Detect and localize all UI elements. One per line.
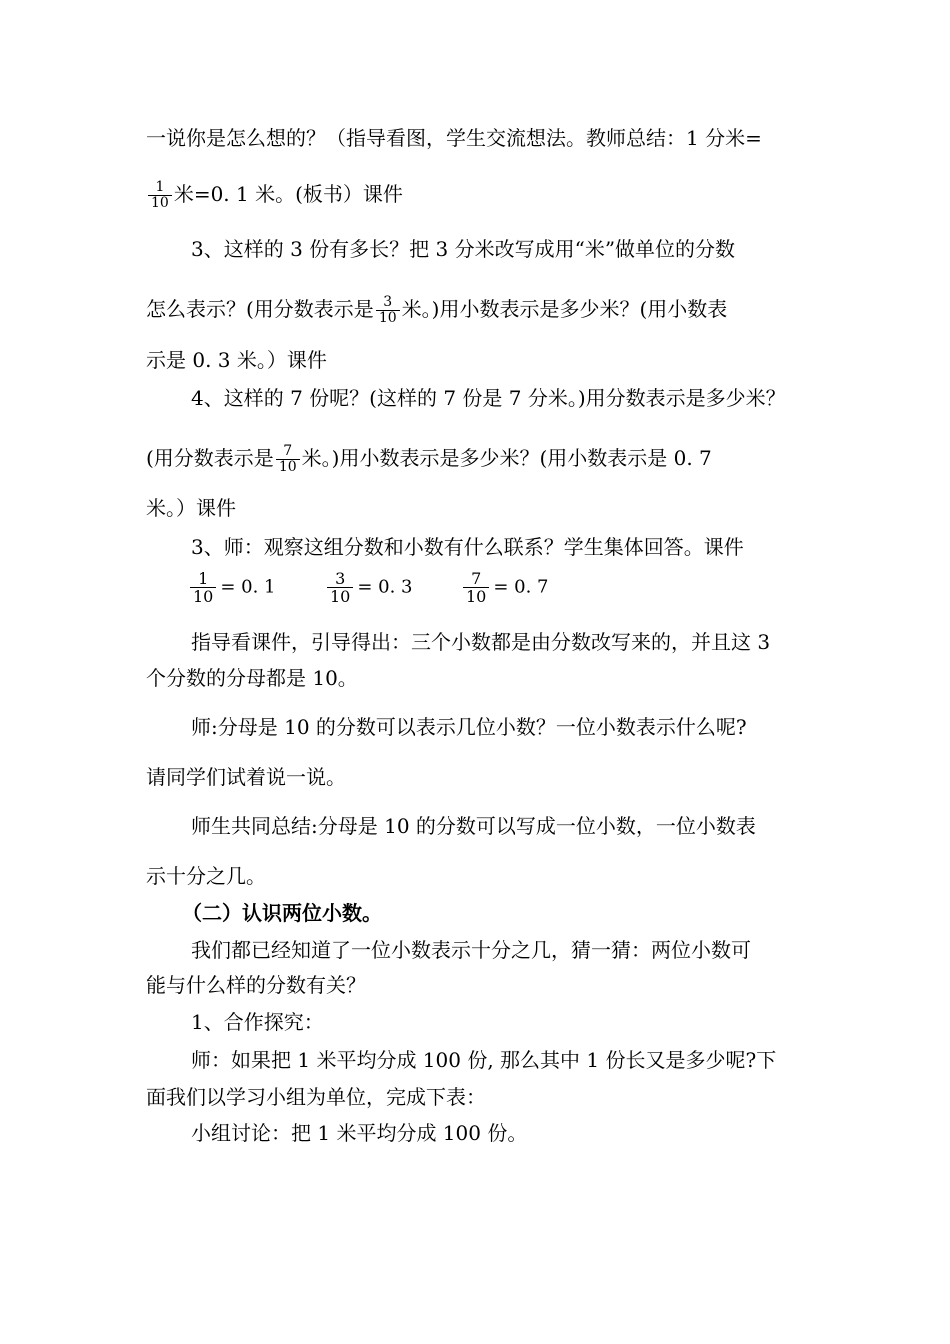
text-line: 面我们以学习小组为单位，完成下表： xyxy=(146,1085,486,1109)
text-line: 我们都已经知道了一位小数表示十分之几，猜一猜：两位小数可 xyxy=(191,938,751,962)
text-line: 示是 0. 3 米。）课件 xyxy=(146,348,327,372)
text-line: 怎么表示？(用分数表示是 $\frac{3}{10}$ 米。)用小数表示是多少米？(用小数表 xyxy=(146,294,728,326)
fraction: $\frac{7}{10}$ xyxy=(463,570,489,605)
fraction: $\frac{1}{10}$ xyxy=(190,570,216,605)
text-line: 师生共同总结:分母是 10 的分数可以写成一位小数，一位小数表 xyxy=(191,814,756,838)
text-line: $\frac{1}{10}$ 米=0. 1 米。(板书）课件 xyxy=(146,180,403,211)
text-line: 师:分母是 10 的分数可以表示几位小数？一位小数表示什么呢? xyxy=(191,715,747,739)
text-line: 一说你是怎么想的？（指导看图，学生交流想法。教师总结：1 分米= xyxy=(146,126,762,150)
text-line: 请同学们试着说一说。 xyxy=(146,765,346,789)
text-line: 1、合作探究： xyxy=(191,1010,324,1034)
text-line: 4、这样的 7 份呢？(这样的 7 份是 7 分米。)用分数表示是多少米？ xyxy=(191,386,786,410)
equation-1: $\frac{1}{10}$ = 0. 1 xyxy=(188,570,276,605)
text-line: 3、这样的 3 份有多长？把 3 分米改写成用“米”做单位的分数 xyxy=(191,237,736,261)
text-line: 师：如果把 1 米平均分成 100 份, 那么其中 1 份长又是多少呢?下 xyxy=(191,1048,777,1072)
text-line: (用分数表示是 $\frac{7}{10}$ 米。)用小数表示是多少米？(用小数表示是 0. 7 xyxy=(146,443,712,475)
text-line: 示十分之几。 xyxy=(146,864,266,888)
text-line: 小组讨论：把 1 米平均分成 100 份。 xyxy=(191,1121,528,1145)
text-line: 3、师：观察这组分数和小数有什么联系？学生集体回答。课件 xyxy=(191,535,744,559)
fraction: $\frac{1}{10}$ xyxy=(148,180,172,211)
fraction: $\frac{7}{10}$ xyxy=(276,444,300,475)
fraction: $\frac{3}{10}$ xyxy=(376,295,400,326)
text-line: 指导看课件，引导得出：三个小数都是由分数改写来的，并且这 3 xyxy=(191,630,771,654)
text-line: 能与什么样的分数有关？ xyxy=(146,973,366,997)
fraction: $\frac{3}{10}$ xyxy=(327,570,353,605)
text-line: 个分数的分母都是 10。 xyxy=(146,666,358,690)
equation-3: $\frac{7}{10}$ = 0. 7 xyxy=(461,570,549,605)
equation-2: $\frac{3}{10}$ = 0. 3 xyxy=(325,570,413,605)
text-line: 米。）课件 xyxy=(146,496,236,520)
section-heading: （二）认识两位小数。 xyxy=(182,901,382,925)
